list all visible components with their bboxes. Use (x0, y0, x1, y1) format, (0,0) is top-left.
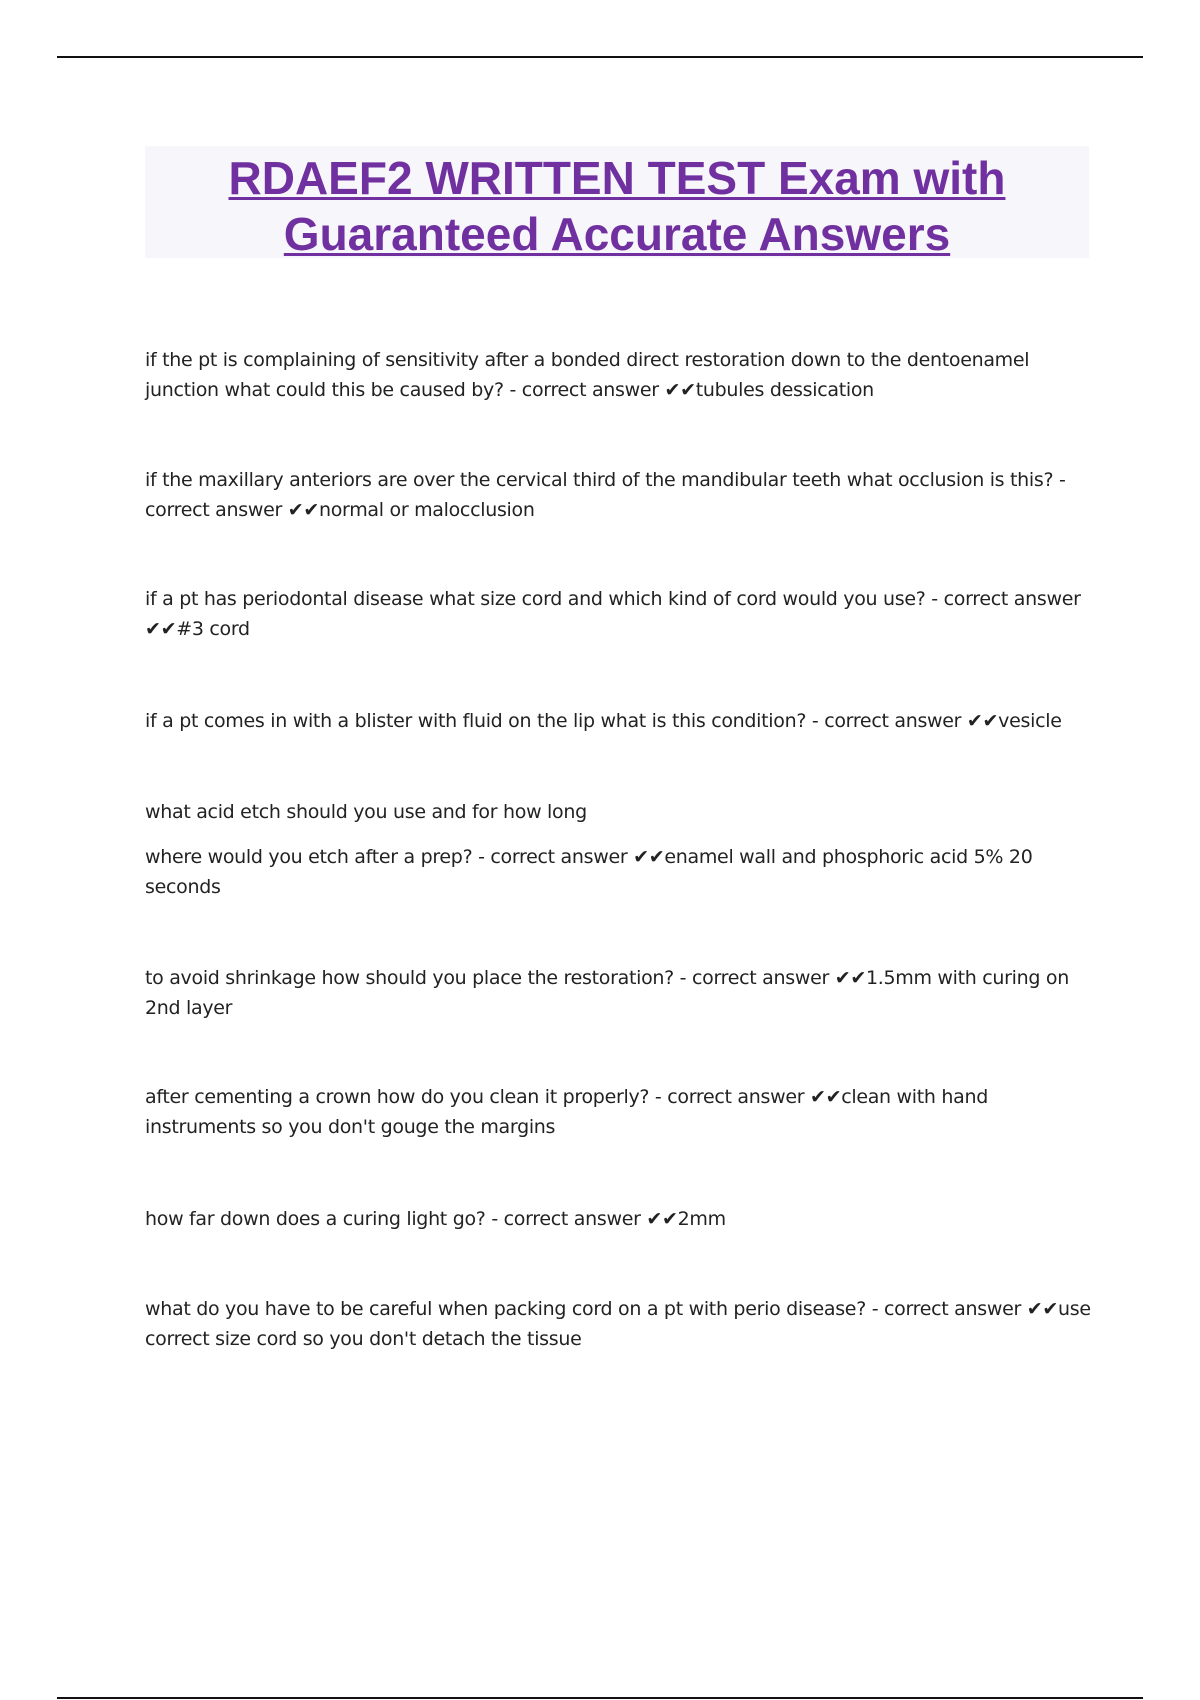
answer-text: 1.5mm with curing on 2nd layer (145, 967, 1069, 1019)
answer-separator: - correct answer ✔✔ (865, 1298, 1058, 1320)
qa-item-1 (145, 345, 1095, 405)
qa-item-7 (145, 1082, 1095, 1142)
answer-separator: - correct answer ✔✔ (806, 710, 999, 732)
title-line-2: Guaranteed Accurate Answers (283, 208, 951, 260)
answer-text: tubules dessication (695, 379, 874, 401)
qa-item-5 (145, 842, 1095, 902)
answer-separator: - correct answer ✔✔ (145, 469, 1066, 521)
qa-item-5-intro (145, 797, 1095, 827)
qa-item-9 (145, 1294, 1095, 1354)
qa-item-8 (145, 1204, 1095, 1234)
question-text: if a pt comes in with a blister with fluid on the lip what is this condition? (145, 710, 807, 732)
question-text: how far down does a curing light go? (145, 1208, 486, 1230)
question-text: if a pt has periodontal disease what size cord and which kind of cord would you use? (145, 588, 926, 610)
question-text: what do you have to be careful when packing cord on a pt with perio disease? (145, 1298, 866, 1320)
answer-separator: - correct answer ✔✔ (485, 1208, 678, 1230)
qa-item-2 (145, 465, 1095, 525)
question-text: if the pt is complaining of sensitivity after a bonded direct restoration down to the dentoenamel junction what could this be caused by? (145, 349, 1030, 401)
answer-text: clean with hand instruments so you don't gouge the margins (145, 1086, 988, 1138)
qa-item-6 (145, 963, 1095, 1023)
question-text: to avoid shrinkage how should you place the restoration? (145, 967, 674, 989)
answer-separator: - correct answer ✔✔ (145, 588, 1081, 640)
top-rule (57, 56, 1143, 58)
answer-text: vesicle (998, 710, 1062, 732)
qa-item-3 (145, 584, 1095, 644)
document-title (145, 150, 1089, 262)
answer-text: enamel wall and phosphoric acid 5% 20 seconds (145, 846, 1033, 898)
title-line-1: RDAEF2 WRITTEN TEST Exam with (228, 152, 1006, 204)
answer-separator: - correct answer ✔✔ (472, 846, 665, 868)
bottom-rule (57, 1697, 1143, 1699)
qa-item-4 (145, 706, 1095, 736)
question-text: after cementing a crown how do you clean it properly? (145, 1086, 650, 1108)
answer-text: use correct size cord so you don't detach the tissue (145, 1298, 1091, 1350)
answer-separator: - correct answer ✔✔ (503, 379, 696, 401)
answer-separator: - correct answer ✔✔ (649, 1086, 842, 1108)
question-text: where would you etch after a prep? (145, 846, 473, 868)
answer-text: 2mm (677, 1208, 726, 1230)
answer-text: #3 cord (176, 618, 250, 640)
question-text: if the maxillary anteriors are over the cervical third of the mandibular teeth what occlusion is this? (145, 469, 1054, 491)
question-text: what acid etch should you use and for how long (145, 801, 587, 823)
answer-text: normal or malocclusion (318, 499, 535, 521)
title-banner (145, 146, 1089, 258)
answer-separator: - correct answer ✔✔ (673, 967, 866, 989)
